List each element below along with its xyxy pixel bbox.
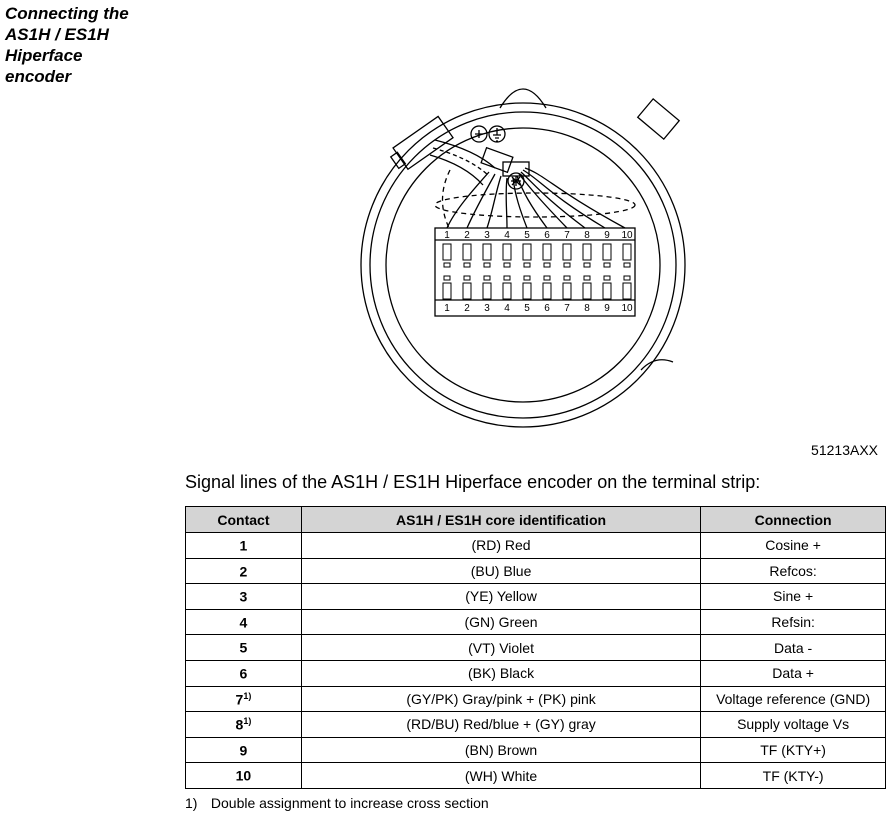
cell-connection: Voltage reference (GND) <box>701 686 886 712</box>
terminal-clamp <box>523 283 531 299</box>
terminal-clamp <box>503 244 511 260</box>
terminal-slot <box>504 276 510 280</box>
cell-contact: 3 <box>186 584 302 610</box>
cell-contact: 6 <box>186 660 302 686</box>
section-title-line: AS1H / ES1H <box>5 25 109 44</box>
table-row <box>186 737 886 763</box>
housing-top-bump <box>500 89 546 108</box>
table-row <box>186 686 886 712</box>
terminal-slot <box>464 276 470 280</box>
terminal-number-label: 5 <box>524 303 530 314</box>
terminal-clamp <box>443 283 451 299</box>
cell-core-identification: (YE) Yellow <box>301 584 700 610</box>
table-row <box>186 558 886 584</box>
terminal-clamp <box>603 244 611 260</box>
housing-notch <box>641 360 673 370</box>
terminal-number-label: 6 <box>544 303 550 314</box>
section-title-line: encoder <box>5 67 72 86</box>
cell-contact: 5 <box>186 635 302 661</box>
encoder-terminal-diagram <box>355 80 695 430</box>
terminal-slot <box>484 276 490 280</box>
cell-connection: Refsin: <box>701 609 886 635</box>
housing-inner-ring <box>386 128 660 402</box>
terminal-clamp <box>463 244 471 260</box>
cell-core-identification: (WH) White <box>301 763 700 789</box>
cell-contact: 7$^{1)}$ <box>186 686 302 712</box>
cell-core-identification: (BU) Blue <box>301 558 700 584</box>
terminal-slot <box>544 276 550 280</box>
terminal-slot <box>444 276 450 280</box>
cell-contact: 10 <box>186 763 302 789</box>
table-row <box>186 763 886 789</box>
cell-core-identification: (GN) Green <box>301 609 700 635</box>
terminal-number-label: 5 <box>524 230 530 241</box>
table-intro: Signal lines of the AS1H / ES1H Hiperface encoder on the terminal strip: <box>185 472 761 492</box>
table-row <box>186 712 886 738</box>
terminal-slot <box>564 276 570 280</box>
cell-core-identification: (VT) Violet <box>301 635 700 661</box>
cell-connection: TF (KTY-) <box>701 763 886 789</box>
terminal-clamp <box>563 244 571 260</box>
terminal-slot <box>584 276 590 280</box>
cell-connection: Supply voltage Vs <box>701 712 886 738</box>
terminal-clamp <box>503 283 511 299</box>
terminal-clamp <box>603 283 611 299</box>
terminal-number-label: 8 <box>584 230 590 241</box>
cell-core-identification: (RD) Red <box>301 533 700 559</box>
terminal-clamp <box>523 244 531 260</box>
terminal-clamp <box>543 244 551 260</box>
terminal-number-label: 3 <box>484 230 490 241</box>
cable-connector-right <box>638 99 679 139</box>
section-title-line: Connecting the <box>5 4 129 23</box>
terminal-slot <box>444 263 450 267</box>
terminal-clamp <box>623 283 631 299</box>
cell-contact: 9 <box>186 737 302 763</box>
terminal-slot <box>584 263 590 267</box>
cell-core-identification: (GY/PK) Gray/pink + (PK) pink <box>301 686 700 712</box>
terminal-number-label: 6 <box>544 230 550 241</box>
terminal-clamp <box>443 244 451 260</box>
terminal-clamp <box>543 283 551 299</box>
terminal-clamp <box>623 244 631 260</box>
cell-connection: Data - <box>701 635 886 661</box>
table-row <box>186 609 886 635</box>
encoder-diagram-svg <box>355 80 695 430</box>
section-title <box>5 3 155 87</box>
footnote-ref: 1) <box>243 690 252 701</box>
terminal-slot <box>624 263 630 267</box>
signal-lines-table <box>185 506 886 789</box>
terminal-number-label: 9 <box>604 303 610 314</box>
footnote-number: 1) <box>185 795 198 811</box>
cell-connection: Refcos: <box>701 558 886 584</box>
footnote <box>185 795 489 811</box>
header-contact: Contact <box>186 507 302 533</box>
terminal-slot <box>544 263 550 267</box>
cell-core-identification: (RD/BU) Red/blue + (GY) gray <box>301 712 700 738</box>
cell-core-identification: (BK) Black <box>301 660 700 686</box>
terminal-number-label: 9 <box>604 230 610 241</box>
terminal-slot <box>604 263 610 267</box>
terminal-slot <box>524 263 530 267</box>
table-header-row <box>186 507 886 533</box>
terminal-clamp <box>563 283 571 299</box>
terminal-number-label: 1 <box>444 230 450 241</box>
terminal-clamp <box>463 283 471 299</box>
terminal-number-label: 1 <box>444 303 450 314</box>
terminal-number-label: 7 <box>564 303 570 314</box>
terminal-number-label: 8 <box>584 303 590 314</box>
cell-core-identification: (BN) Brown <box>301 737 700 763</box>
housing-outer-ring <box>361 103 685 427</box>
table-row <box>186 584 886 610</box>
terminal-slot <box>504 263 510 267</box>
footnote-text: Double assignment to increase cross section <box>210 795 489 811</box>
terminal-slot <box>524 276 530 280</box>
terminal-number-label: 4 <box>504 303 510 314</box>
terminal-number-label: 3 <box>484 303 490 314</box>
terminal-number-label: 10 <box>621 230 633 241</box>
terminal-number-label: 10 <box>621 303 633 314</box>
terminal-slot <box>604 276 610 280</box>
terminal-clamp <box>583 283 591 299</box>
footnote-ref: 1) <box>243 716 252 727</box>
header-connection: Connection <box>701 507 886 533</box>
terminal-number-label: 7 <box>564 230 570 241</box>
terminal-number-label: 2 <box>464 230 470 241</box>
table-row <box>186 635 886 661</box>
cell-connection: Sine + <box>701 584 886 610</box>
terminal-slot <box>484 263 490 267</box>
terminal-clamp <box>583 244 591 260</box>
table-row <box>186 660 886 686</box>
cell-connection: Data + <box>701 660 886 686</box>
terminal-number-label: 4 <box>504 230 510 241</box>
cell-connection: TF (KTY+) <box>701 737 886 763</box>
terminal-clamp <box>483 283 491 299</box>
cell-connection: Cosine + <box>701 533 886 559</box>
cell-contact: 1 <box>186 533 302 559</box>
terminal-number-label: 2 <box>464 303 470 314</box>
terminal-slot <box>624 276 630 280</box>
cell-contact: 8$^{1)}$ <box>186 712 302 738</box>
header-core-identification: AS1H / ES1H core identification <box>301 507 700 533</box>
figure-code: 51213AXX <box>811 442 878 458</box>
table-row <box>186 533 886 559</box>
terminal-slot <box>564 263 570 267</box>
terminal-clamp <box>483 244 491 260</box>
section-title-line: Hiperface <box>5 46 83 65</box>
cell-contact: 4 <box>186 609 302 635</box>
terminal-slot <box>464 263 470 267</box>
cell-contact: 2 <box>186 558 302 584</box>
cable-connector-left <box>387 116 453 173</box>
